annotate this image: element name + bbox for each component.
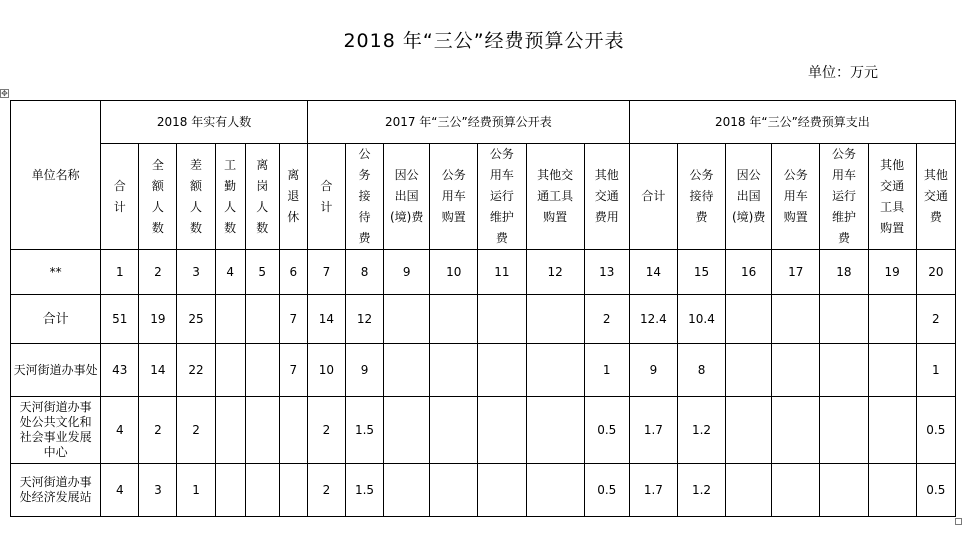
column-header: 其他 交通 工具 购置 — [868, 144, 916, 250]
table-cell: 0.5 — [916, 464, 955, 517]
table-cell — [478, 397, 526, 464]
table-cell: 8 — [677, 344, 725, 397]
group-header-budget-2017: 2017 年“三公”经费预算公开表 — [307, 101, 629, 144]
table-cell — [526, 344, 584, 397]
page-title: 2018 年“三公”经费预算公开表 — [343, 30, 625, 52]
table-cell: 22 — [177, 344, 215, 397]
column-header: 其他交 通工具 购置 — [526, 144, 584, 250]
column-header: 公务 用车 运行 维护 费 — [478, 144, 526, 250]
table-cell: 11 — [478, 250, 526, 295]
table-cell — [430, 397, 478, 464]
table-cell: 1.5 — [345, 464, 383, 517]
table-cell: 3 — [177, 250, 215, 295]
unit-name-cell: 天河街道办事 处公共文化和 社会事业发展 中心 — [11, 397, 101, 464]
table-cell: 7 — [279, 344, 307, 397]
table-cell: 1 — [101, 250, 139, 295]
table-cell: 8 — [345, 250, 383, 295]
column-header: 公务 接待 费 — [677, 144, 725, 250]
table-cell: 20 — [916, 250, 955, 295]
unit-name-cell: 合计 — [11, 295, 101, 344]
table-row — [11, 344, 956, 397]
table-cell — [726, 344, 772, 397]
table-cell: 1.2 — [677, 397, 725, 464]
table-cell: 7 — [279, 295, 307, 344]
table-header-row-groups — [11, 101, 956, 144]
table-cell: 0.5 — [584, 464, 629, 517]
table-cell — [384, 295, 430, 344]
table-cell — [772, 344, 820, 397]
table-cell: 2 — [177, 397, 215, 464]
table-cell: 10.4 — [677, 295, 725, 344]
table-cell: 14 — [629, 250, 677, 295]
table-cell — [868, 397, 916, 464]
table-cell: 51 — [101, 295, 139, 344]
table-move-handle-icon[interactable]: ✥ — [1, 89, 8, 98]
table-cell: 15 — [677, 250, 725, 295]
unit-name-cell: 天河街道办事 处经济发展站 — [11, 464, 101, 517]
table-cell — [772, 464, 820, 517]
table-cell — [526, 397, 584, 464]
table-cell — [820, 464, 868, 517]
table-cell: 13 — [584, 250, 629, 295]
table-cell: 1.5 — [345, 397, 383, 464]
table-cell — [820, 344, 868, 397]
unit-label: 单位：万元 — [808, 65, 878, 81]
table-cell: 4 — [101, 464, 139, 517]
table-cell: 1.7 — [629, 397, 677, 464]
table-row — [11, 464, 956, 517]
table-cell — [384, 464, 430, 517]
table-cell: 2 — [916, 295, 955, 344]
table-cell — [772, 295, 820, 344]
table-cell: 25 — [177, 295, 215, 344]
table-cell: 12.4 — [629, 295, 677, 344]
table-row — [11, 397, 956, 464]
column-header: 合计 — [101, 144, 139, 250]
table-cell — [726, 397, 772, 464]
table-cell — [279, 397, 307, 464]
group-header-budget-2018: 2018 年“三公”经费预算支出 — [629, 101, 955, 144]
table-cell — [215, 295, 245, 344]
table-cell — [820, 295, 868, 344]
table-cell — [478, 344, 526, 397]
table-resize-handle-icon[interactable] — [955, 518, 962, 525]
table-header-row-columns — [11, 144, 956, 250]
table-cell: 16 — [726, 250, 772, 295]
table-cell: 3 — [139, 464, 177, 517]
table-cell — [279, 464, 307, 517]
table-cell: 19 — [868, 250, 916, 295]
table-cell: ** — [11, 250, 101, 295]
column-header: 工勤人数 — [215, 144, 245, 250]
table-cell: 1.2 — [677, 464, 725, 517]
column-header: 公务 用车 购置 — [772, 144, 820, 250]
table-cell: 9 — [384, 250, 430, 295]
column-header: 离岗人数 — [245, 144, 279, 250]
column-header: 因公 出国 (境)费 — [726, 144, 772, 250]
table-cell — [384, 344, 430, 397]
table-cell — [478, 464, 526, 517]
table-cell: 12 — [345, 295, 383, 344]
table-cell: 2 — [307, 397, 345, 464]
group-header-staff: 2018 年实有人数 — [101, 101, 308, 144]
table-cell: 14 — [139, 344, 177, 397]
table-cell: 43 — [101, 344, 139, 397]
table-cell: 5 — [245, 250, 279, 295]
table-cell — [526, 464, 584, 517]
unit-name-cell: 天河街道办事处 — [11, 344, 101, 397]
table-cell — [868, 344, 916, 397]
table-cell: 2 — [584, 295, 629, 344]
column-header: 公务 用车 购置 — [430, 144, 478, 250]
table-cell: 6 — [279, 250, 307, 295]
table-cell — [245, 397, 279, 464]
column-header: 合计 — [307, 144, 345, 250]
column-header: 公务 用车 运行 维护 费 — [820, 144, 868, 250]
table-cell: 19 — [139, 295, 177, 344]
table-cell — [215, 344, 245, 397]
table-cell: 9 — [629, 344, 677, 397]
column-header: 其他 交通 费 — [916, 144, 955, 250]
column-header: 公务接待费 — [345, 144, 383, 250]
column-header: 离退休 — [279, 144, 307, 250]
column-header: 因公 出国 (境)费 — [384, 144, 430, 250]
table-cell: 10 — [430, 250, 478, 295]
table-cell — [868, 464, 916, 517]
table-cell — [430, 464, 478, 517]
table-cell — [245, 464, 279, 517]
table-cell — [384, 397, 430, 464]
table-cell — [215, 464, 245, 517]
table-cell: 1 — [584, 344, 629, 397]
column-header: 全额人数 — [139, 144, 177, 250]
table-cell: 12 — [526, 250, 584, 295]
table-cell: 4 — [101, 397, 139, 464]
table-cell — [772, 397, 820, 464]
table-cell: 17 — [772, 250, 820, 295]
table-cell: 18 — [820, 250, 868, 295]
table-cell — [726, 464, 772, 517]
table-cell: 2 — [139, 250, 177, 295]
table-cell — [726, 295, 772, 344]
table-cell: 1 — [177, 464, 215, 517]
table-cell: 14 — [307, 295, 345, 344]
table-cell: 10 — [307, 344, 345, 397]
budget-table — [10, 100, 956, 517]
table-row-total — [11, 295, 956, 344]
table-cell — [430, 295, 478, 344]
table-cell — [526, 295, 584, 344]
table-cell: 0.5 — [584, 397, 629, 464]
unit-name-header: 单位名称 — [11, 101, 101, 250]
table-cell: 4 — [215, 250, 245, 295]
table-cell — [868, 295, 916, 344]
table-cell: 2 — [139, 397, 177, 464]
table-cell: 0.5 — [916, 397, 955, 464]
column-header: 合计 — [629, 144, 677, 250]
table-cell — [430, 344, 478, 397]
column-header: 差额人数 — [177, 144, 215, 250]
table-cell — [478, 295, 526, 344]
column-index-row — [11, 250, 956, 295]
table-cell: 1.7 — [629, 464, 677, 517]
table-cell — [215, 397, 245, 464]
table-cell: 7 — [307, 250, 345, 295]
table-cell: 9 — [345, 344, 383, 397]
table-cell: 1 — [916, 344, 955, 397]
column-header: 其他 交通 费用 — [584, 144, 629, 250]
table-cell: 2 — [307, 464, 345, 517]
table-cell — [245, 295, 279, 344]
table-cell — [245, 344, 279, 397]
table-cell — [820, 397, 868, 464]
